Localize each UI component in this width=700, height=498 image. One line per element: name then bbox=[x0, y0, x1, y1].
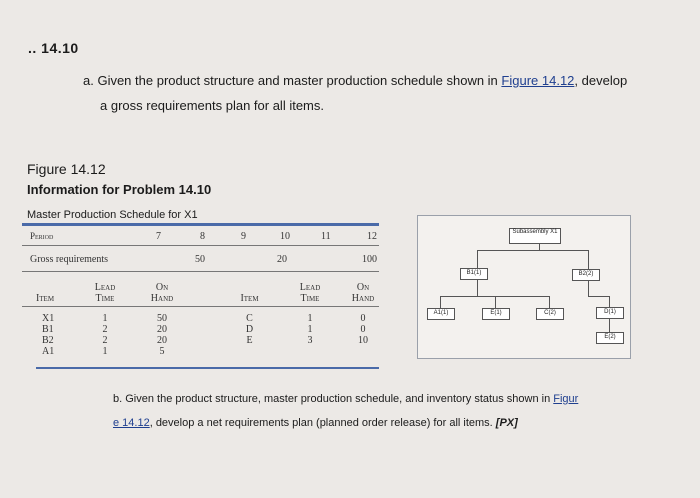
hdr-lead-right: Lead Time bbox=[299, 282, 321, 304]
figure-link-b1[interactable]: Figur bbox=[553, 393, 579, 405]
question-a: a. Given the product structure and master production schedule shown in Figure 14.12, develop a gross requirements plan for all items. bbox=[83, 68, 673, 118]
inv-left-onhand: 50 20 20 5 bbox=[157, 313, 167, 357]
inv-right-lead: 1 1 3 bbox=[307, 313, 313, 346]
hdr-item-right: Item bbox=[240, 293, 259, 304]
period-row: Period 7 8 9 10 11 12 bbox=[30, 231, 377, 242]
figure-subtitle: Information for Problem 14.10 bbox=[27, 182, 212, 197]
hdr-item-left: Item bbox=[35, 293, 55, 304]
inv-bottom-rule bbox=[36, 367, 379, 369]
node-d: D(1) bbox=[596, 307, 624, 319]
product-structure-diagram bbox=[417, 215, 631, 359]
inv-left-items: X1 B1 B2 A1 bbox=[42, 313, 55, 357]
gross-row: Gross requirements 50 20 100 bbox=[30, 254, 377, 265]
node-a1: A1(1) bbox=[427, 308, 455, 320]
node-e1: E(1) bbox=[482, 308, 510, 320]
hdr-lead-left: Lead Time bbox=[94, 282, 116, 304]
node-c: C(2) bbox=[536, 308, 564, 320]
mps-title: Master Production Schedule for X1 bbox=[27, 209, 198, 221]
figure-link-b2[interactable]: e 14.12 bbox=[113, 417, 150, 429]
figure-link[interactable]: Figure 14.12 bbox=[501, 73, 575, 88]
node-b2: B2(2) bbox=[572, 269, 600, 281]
node-e2: E(2) bbox=[596, 332, 624, 344]
px-tag: [PX] bbox=[495, 417, 518, 429]
inv-right-items: C D E bbox=[245, 313, 254, 346]
problem-number: .. 14.10 bbox=[28, 40, 79, 56]
inv-right-onhand: 0 0 10 bbox=[358, 313, 368, 346]
mps-mid-rule bbox=[22, 245, 379, 246]
mps-top-rule bbox=[22, 223, 379, 226]
hdr-onhand-left: On Hand bbox=[150, 282, 174, 304]
node-b1: B1(1) bbox=[460, 268, 488, 280]
question-a-line2: a gross requirements plan for all items. bbox=[100, 98, 324, 113]
figure-title: Figure 14.12 bbox=[27, 161, 106, 177]
hdr-onhand-right: On Hand bbox=[351, 282, 375, 304]
node-subassembly-x1: Subassembly X1 bbox=[509, 228, 561, 244]
mps-bottom-rule bbox=[22, 271, 379, 272]
inv-left-lead: 1 2 2 1 bbox=[102, 313, 108, 357]
inv-header-rule bbox=[22, 306, 379, 307]
question-b: b. Given the product structure, master production schedule, and inventory status shown in Figur e 14.12, develop a net requirements plan (planned order release) for all items. [PX] bbox=[113, 393, 579, 429]
